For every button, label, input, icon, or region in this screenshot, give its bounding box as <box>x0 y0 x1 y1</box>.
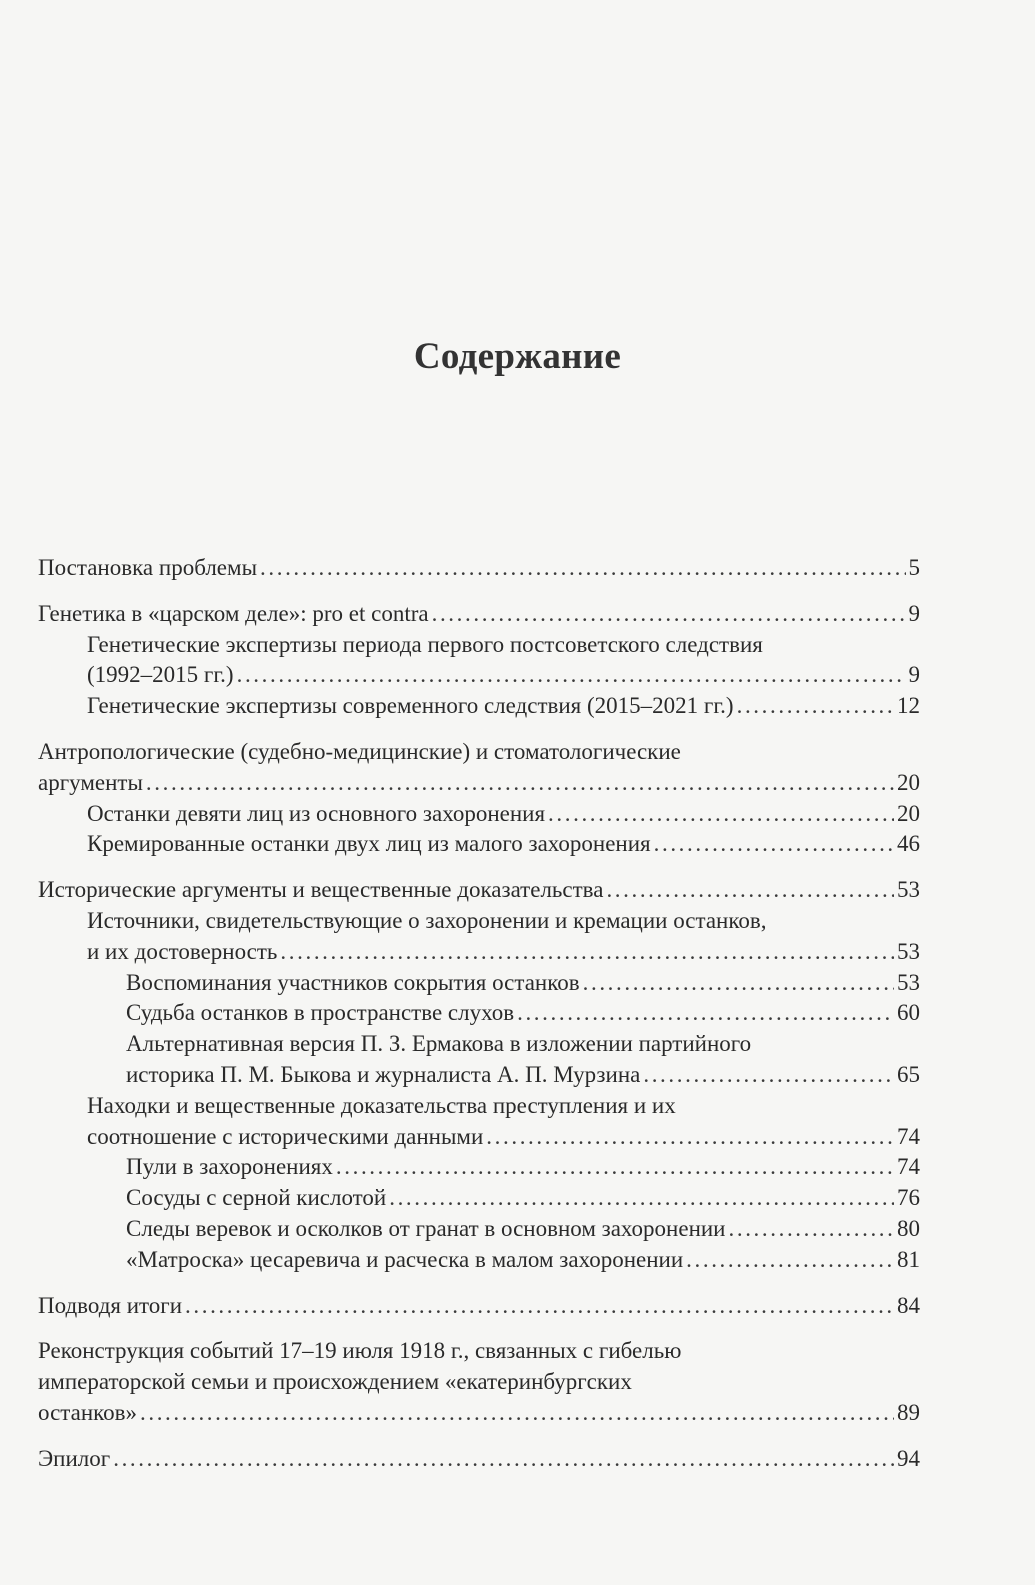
toc-entry[interactable] <box>38 599 920 630</box>
toc-entry-text: Исторические аргументы и вещественные доказательства <box>38 877 604 903</box>
toc-entry-text: Реконструкция событий 17–19 июля 1918 г., связанных с гибелью <box>38 1338 682 1364</box>
page-number: 12 <box>897 693 920 719</box>
dot-leader <box>113 1444 894 1475</box>
dot-leader <box>643 1060 894 1091</box>
dot-leader <box>237 660 906 691</box>
dot-leader <box>606 875 894 906</box>
page-number: 9 <box>908 662 920 688</box>
toc-entry[interactable] <box>38 1152 920 1183</box>
toc-entry-text: Генетические экспертизы современного следствия (2015–2021 гг.) <box>87 693 734 719</box>
dot-leader <box>389 1183 894 1214</box>
dot-leader <box>140 1398 894 1429</box>
toc-entry-text: Сосуды с серной кислотой <box>126 1185 387 1211</box>
toc-entry-text: останков» <box>38 1399 137 1425</box>
toc-entry-text: «Матроска» цесаревича и расческа в малом захоронении <box>126 1246 684 1272</box>
toc-entry-text: Альтернативная версия П. З. Ермакова в изложении партийного <box>126 1031 752 1057</box>
toc-entry-text: Пули в захоронениях <box>126 1154 333 1180</box>
toc-entry-text: Воспоминания участников сокрытия останков <box>126 969 580 995</box>
dot-leader <box>486 1122 894 1153</box>
toc-entry-text: Эпилог <box>38 1445 111 1471</box>
toc-entry-text: Останки девяти лиц из основного захоронения <box>87 800 546 826</box>
page-number: 65 <box>897 1061 920 1087</box>
toc-entry[interactable] <box>38 1029 920 1091</box>
toc-entry-text: Генетические экспертизы периода первого постсоветского следствия <box>87 631 763 657</box>
toc-entry[interactable] <box>38 998 920 1029</box>
toc-entry-text: Подводя итоги <box>38 1292 183 1318</box>
toc-entry-text: Судьба останков в пространстве слухов <box>126 1000 515 1026</box>
toc-entry-text: соотношение с историческими данными <box>87 1123 484 1149</box>
page-number: 53 <box>897 877 920 903</box>
toc-entry[interactable] <box>38 1091 920 1153</box>
page-number: 80 <box>897 1215 920 1241</box>
toc-entry-text: и их достоверность <box>87 938 278 964</box>
table-of-contents <box>38 553 920 1475</box>
page-number: 74 <box>897 1123 920 1149</box>
dot-leader <box>737 691 894 722</box>
toc-entry[interactable] <box>38 1245 920 1276</box>
dot-leader <box>280 937 894 968</box>
dot-leader <box>185 1291 894 1322</box>
toc-entry-text: Постановка проблемы <box>38 555 258 580</box>
toc-entry-text: Кремированные останки двух лиц из малого захоронения <box>87 831 651 857</box>
dot-leader <box>260 553 905 584</box>
dot-leader <box>583 968 894 999</box>
page-number: 53 <box>897 969 920 995</box>
toc-entry[interactable] <box>38 553 920 584</box>
toc-entry[interactable] <box>38 1214 920 1245</box>
page-number: 20 <box>897 800 920 826</box>
toc-entry-text: Источники, свидетельствующие о захоронении и кремации останков, <box>87 907 767 933</box>
page-number: 46 <box>897 831 920 857</box>
dot-leader <box>686 1245 894 1276</box>
toc-entry[interactable] <box>38 829 920 860</box>
dot-leader <box>146 768 894 799</box>
toc-entry[interactable] <box>38 906 920 968</box>
page-number: 60 <box>897 1000 920 1026</box>
toc-entry-text: Находки и вещественные доказательства преступления и их <box>87 1092 676 1118</box>
page-title: Содержание <box>413 336 622 377</box>
toc-entry[interactable] <box>38 630 920 692</box>
dot-leader <box>654 829 894 860</box>
toc-entry[interactable] <box>38 1291 920 1322</box>
page-number: 84 <box>897 1292 920 1318</box>
toc-entry-text: аргументы <box>38 769 143 795</box>
page-number: 94 <box>897 1445 920 1471</box>
dot-leader <box>517 998 894 1029</box>
page-number: 89 <box>897 1399 920 1425</box>
page-number: 76 <box>897 1185 920 1211</box>
toc-entry-text: (1992–2015 гг.) <box>87 662 234 688</box>
toc-entry[interactable] <box>38 968 920 999</box>
page-number: 74 <box>897 1154 920 1180</box>
dot-leader <box>336 1152 894 1183</box>
page-number: 81 <box>897 1246 920 1272</box>
toc-entry-text: Следы веревок и осколков от гранат в основном захоронении <box>126 1215 726 1241</box>
toc-entry[interactable] <box>38 1336 920 1428</box>
toc-entry-text: историка П. М. Быкова и журналиста А. П. Мурзина <box>126 1061 641 1087</box>
toc-entry-text: Генетика в «царском деле»: pro et contra <box>38 600 429 626</box>
toc-entry[interactable] <box>38 1444 920 1475</box>
page-number: 20 <box>897 769 920 795</box>
toc-entry[interactable] <box>38 737 920 799</box>
toc-entry-text: императорской семьи и происхождением «екатеринбургских <box>38 1369 632 1395</box>
toc-entry[interactable] <box>38 799 920 830</box>
toc-entry[interactable] <box>38 875 920 906</box>
dot-leader <box>548 799 894 830</box>
dot-leader <box>729 1214 895 1245</box>
page-number: 5 <box>908 555 920 580</box>
toc-entry[interactable] <box>38 691 920 722</box>
toc-entry[interactable] <box>38 1183 920 1214</box>
dot-leader <box>432 599 906 630</box>
page-number: 53 <box>897 938 920 964</box>
toc-entry-text: Антропологические (судебно-медицинские) и стоматологические <box>38 738 681 764</box>
page-number: 9 <box>908 600 920 626</box>
